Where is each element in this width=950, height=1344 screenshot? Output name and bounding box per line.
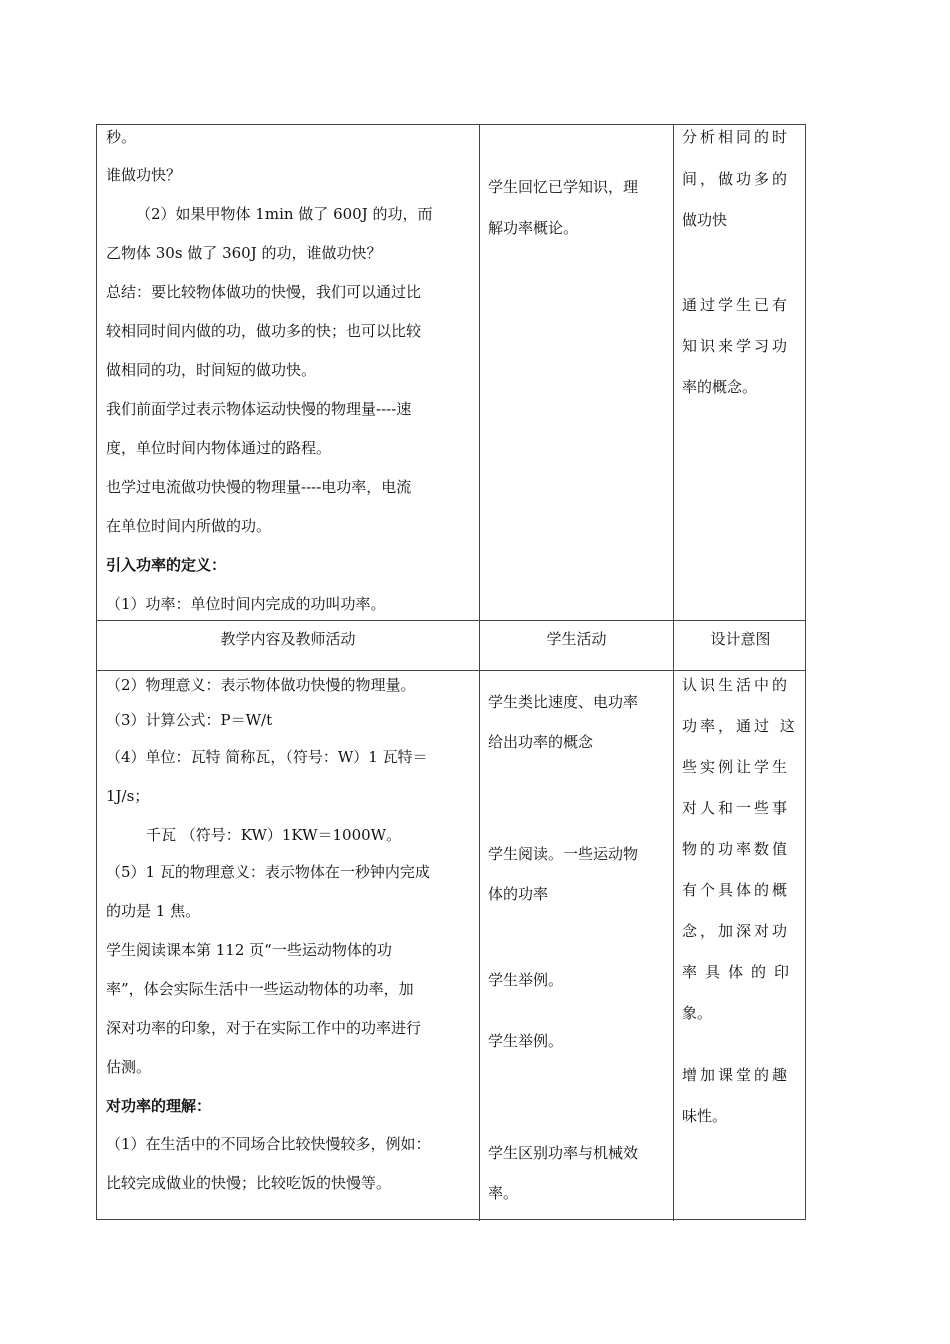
row2-col1-line: 估测。 (106, 1058, 152, 1076)
row1-col1-line: 在单位时间内所做的功。 (106, 517, 272, 535)
row1-col3-line: 做功快 (682, 211, 728, 229)
row2-col1-line: 比较完成做业的快慢；比较吃饭的快慢等。 (106, 1174, 392, 1192)
row2-col2-line: 学生举例。 (488, 971, 564, 989)
row1-col1-line: 较相同时间内做的功，做功多的快；也可以比较 (106, 322, 422, 340)
row2-col2-line: 率。 (488, 1184, 519, 1202)
header-teaching-content: 教学内容及教师活动 (220, 630, 356, 648)
row1-col2-line: 解功率概论。 (488, 219, 579, 237)
row2-col3-line: 有个具体的概 (682, 881, 791, 899)
row2-col2-line: 学生阅读。一些运动物 (488, 845, 639, 863)
row2-col3-line: 对人和一些事 (682, 799, 791, 817)
row2-col3-line: 物的功率数值 (682, 840, 791, 858)
row2-col3-line: 功率，通过 这 (682, 717, 798, 735)
row1-col3-line: 率的概念。 (682, 378, 758, 396)
row2-col1-line: 千瓦 （符号：KW）1KW＝1000W。 (146, 826, 402, 844)
header-design-intent: 设计意图 (710, 630, 771, 648)
row1-col1-line: 做相同的功，时间短的做功快。 (106, 361, 317, 379)
row1-col3-line: 分析相同的时 (682, 128, 791, 146)
row2-col2-line: 体的功率 (488, 885, 549, 903)
row1-col3-line: 间，做功多的 (682, 170, 791, 188)
row2-col2-line: 学生区别功率与机械效 (488, 1144, 639, 1162)
row2-col2-line: 给出功率的概念 (488, 733, 594, 751)
column-divider-2 (673, 125, 674, 1221)
row2-col2-line: 学生类比速度、电功率 (488, 693, 639, 711)
row1-col1-line: （2）如果甲物体 1min 做了 600J 的功，而 (136, 205, 433, 223)
row2-col1-line: （2）物理意义：表示物体做功快慢的物理量。 (106, 676, 416, 694)
row1-col1-heading: 引入功率的定义： (106, 556, 227, 574)
row1-col1-line: 谁做功快？ (106, 166, 182, 184)
header-student-activity: 学生活动 (546, 630, 607, 648)
row1-col1-line: （1）功率：单位时间内完成的功叫功率。 (106, 595, 386, 613)
row2-col2-line: 学生举例。 (488, 1032, 564, 1050)
row2-col1-line: 率”，体会实际生活中一些运动物体的功率，加 (106, 980, 414, 998)
row1-col1-line: 乙物体 30s 做了 360J 的功，谁做功快？ (106, 244, 382, 262)
row1-col1-line: 秒。 (106, 128, 137, 146)
row2-col3-line: 些实例让学生 (682, 758, 791, 776)
row1-col1-line: 度，单位时间内物体通过的路程。 (106, 439, 332, 457)
row2-col1-line: （3）计算公式：P＝W/t (106, 711, 273, 729)
row2-col3-line: 味性。 (682, 1107, 728, 1125)
row2-col1-line: 的功是 1 焦。 (106, 902, 201, 920)
row2-col1-line: 学生阅读课本第 112 页“一些运动物体的功 (106, 941, 392, 959)
row2-col3-line: 认识生活中的 (682, 676, 791, 694)
row2-col3-line: 率具体的印 (682, 963, 798, 981)
row1-col1-line: 总结：要比较物体做功的快慢，我们可以通过比 (106, 283, 422, 301)
row1-col2-line: 学生回忆已学知识，理 (488, 178, 639, 196)
row2-col1-line: 1J/s； (106, 787, 150, 805)
row1-col3-line: 通过学生已有 (682, 296, 791, 314)
row2-col3-line: 增加课堂的趣 (682, 1066, 791, 1084)
row2-col1-heading: 对功率的理解： (106, 1097, 212, 1115)
row2-col3-line: 念，加深对功 (682, 922, 791, 940)
column-divider-1 (479, 125, 480, 1221)
row2-col1-line: （4）单位：瓦特 简称瓦，（符号：W）1 瓦特＝ (106, 748, 428, 766)
row1-col1-line: 也学过电流做功快慢的物理量----电功率，电流 (106, 478, 412, 496)
row2-col1-line: 深对功率的印象，对于在实际工作中的功率进行 (106, 1019, 422, 1037)
row2-col1-line: （5）1 瓦的物理意义：表示物体在一秒钟内完成 (106, 863, 430, 881)
row2-col3-line: 象。 (682, 1004, 713, 1022)
row1-col3-line: 知识来学习功 (682, 337, 791, 355)
row1-col1-line: 我们前面学过表示物体运动快慢的物理量----速 (106, 400, 412, 418)
row2-col1-line: （1）在生活中的不同场合比较快慢较多，例如： (106, 1135, 431, 1153)
